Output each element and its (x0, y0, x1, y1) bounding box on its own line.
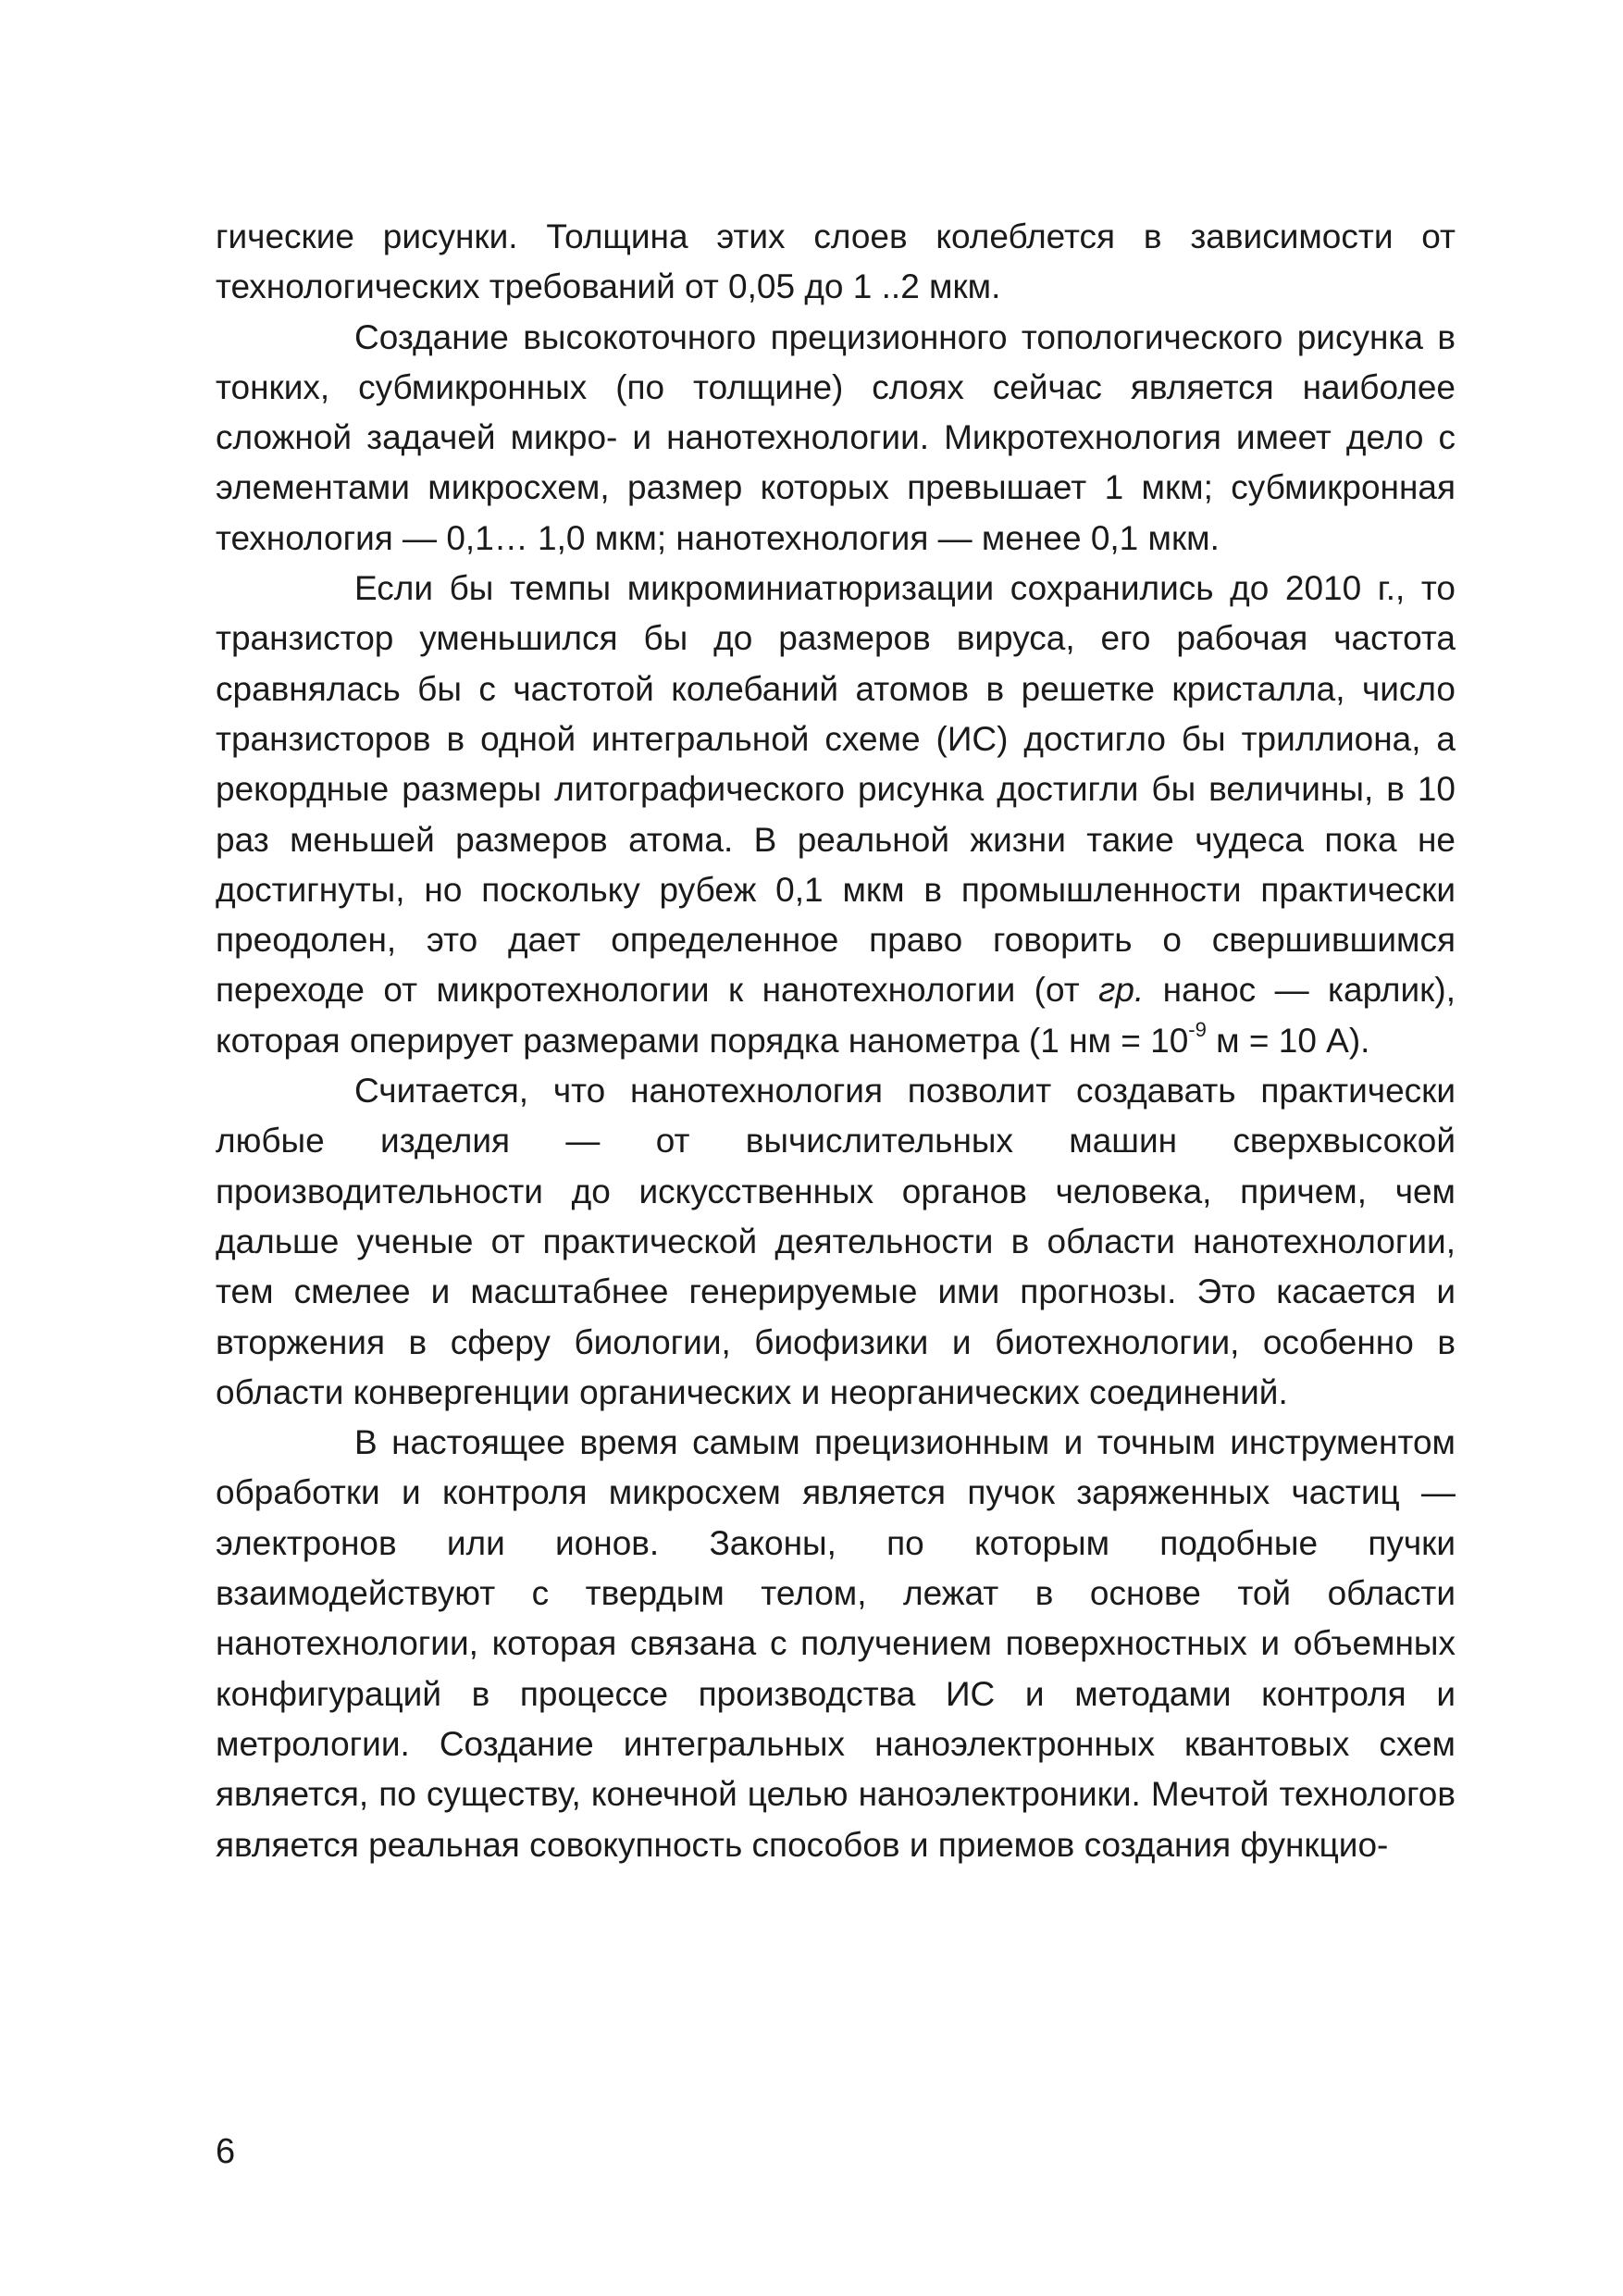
paragraph-1: гические рисунки. Толщина этих слоев колеблется в зависимости от технологических требований от 0,05 до 1 ..2 мкм. (216, 217, 1456, 306)
paragraph-3-part-3: м = 10 А). (1206, 1021, 1370, 1060)
page-number: 6 (216, 2132, 236, 2171)
paragraph-5: В настоящее время самым прецизионным и точным инструментом обработки и контроля микросхем является пучок заряженных частиц — электронов или ионов. Законы, по которым подобные пучки взаимодействуют с твердым телом, лежат в основе той области нанотехнологии, которая связана с получением поверхностных и объемных конфигураций в процессе производства ИС и методами контроля и метрологии. Создание интегральных наноэлектронных квантовых схем является, по существу, конечной целью наноэлектроники. Мечтой технологов является реальная совокупность способов и приемов создания функцио- (216, 1423, 1456, 1864)
paragraph-2: Создание высокоточного прецизионного топологического рисунка в тонких, субмикронных (по толщине) слоях сейчас является наиболее сложной задачей микро- и нанотехнологии. Микротехнология имеет дело с элементами микросхем, размер которых превышает 1 мкм; субмикронная технология — 0,1… 1,0 мкм; нанотехнология — менее 0,1 мкм. (216, 317, 1456, 557)
paragraph-4: Считается, что нанотехнология позволит создавать практически любые изделия — от вычислительных машин сверхвысокой производительности до искусственных органов человека, причем, чем дальше ученые от практической деятельности в области нанотехнологии, тем смелее и масштабнее генерируемые ими прогнозы. Это касается и вторжения в сферу биологии, биофизики и биотехнологии, особенно в области конвергенции органических и неорганических соединений. (216, 1072, 1456, 1411)
body-text (216, 212, 1456, 1870)
exponent: -9 (1188, 1017, 1207, 1041)
paragraph-3-italic: гр. (1098, 971, 1145, 1010)
paragraph-3 (216, 564, 1456, 1066)
paragraph-3-part-1: Если бы темпы микроминиатюризации сохранились до 2010 г., то транзистор уменьшился бы до размеров вируса, его рабочая частота сравнялась бы с частотой колебаний атомов в решетке кристалла, число транзисторов в одной интегральной схеме (ИС) достигло бы триллиона, а рекордные размеры литографического рисунка достигли бы величины, в 10 раз меньшей размеров атома. В реальной жизни такие чудеса пока не достигнуты, но поскольку рубеж 0,1 мкм в промышленности практически преодолен, это дает определенное право говорить о свершившимся переходе от микротехнологии к нанотехнологии (от (216, 569, 1456, 1010)
paragraph-3-part-2: нанос — карлик), которая оперирует размерами порядка нанометра (1 нм = 10 (216, 971, 1456, 1060)
